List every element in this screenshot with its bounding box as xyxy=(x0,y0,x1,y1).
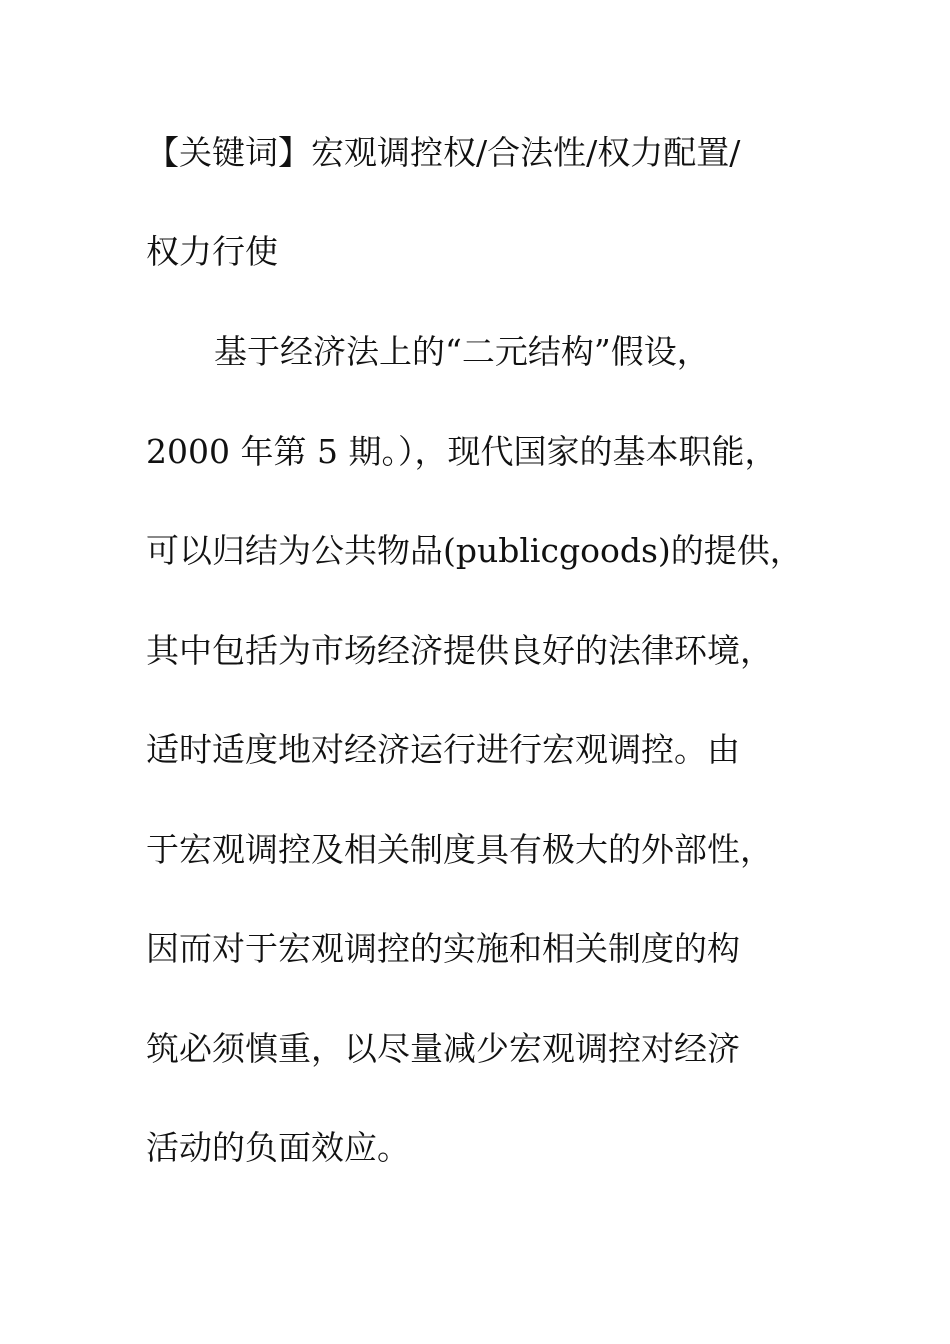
paragraph-line: 适时适度地对经济运行进行宏观调控。由 xyxy=(146,730,740,769)
keywords-line: 【关键词】宏观调控权/合法性/权力配置/ xyxy=(146,133,741,172)
paragraph-line: 活动的负面效应。 xyxy=(146,1128,410,1167)
paragraph-line: 2000 年第 5 期。），现代国家的基本职能， xyxy=(146,432,778,471)
paragraph-line: 基于经济法上的“二元结构”假设， xyxy=(214,332,710,371)
paragraph-line: 可以归结为公共物品(publicgoods)的提供， xyxy=(146,531,803,570)
paragraph-line: 于宏观调控及相关制度具有极大的外部性， xyxy=(146,830,773,869)
paragraph-line: 因而对于宏观调控的实施和相关制度的构 xyxy=(146,929,740,968)
keywords-line-continued: 权力行使 xyxy=(146,232,278,271)
paragraph-line: 其中包括为市场经济提供良好的法律环境， xyxy=(146,631,773,670)
paragraph-line: 筑必须慎重，以尽量减少宏观调控对经济 xyxy=(146,1029,740,1068)
